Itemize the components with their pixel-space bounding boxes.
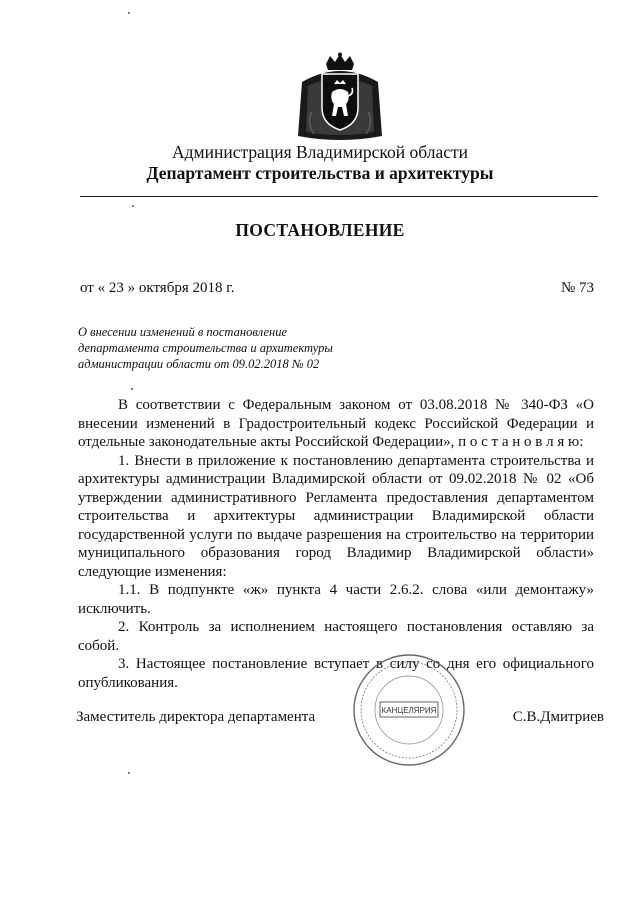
scan-speck (128, 12, 130, 14)
organization-name: Администрация Владимирской области (171, 142, 468, 162)
official-stamp (350, 650, 468, 770)
body-paragraph: 2. Контроль за исполнением настоящего постановления оставляю за собой. (78, 619, 594, 654)
body-paragraph: В соответствии с Федеральным законом от 03.08.2018 № 340-ФЗ «О внесении изменений в Градостроительный кодекс Российской Федерации и отдельные законодательные акты Российской Федерации», п о с т а н о в л я ю: (78, 397, 594, 450)
body-paragraph: 3. Настоящее постановление вступает в силу со дня его официального опубликования. (78, 656, 594, 691)
document-date: от « 23 » октября 2018 г. (80, 280, 235, 296)
subject-line: департамента строительства и архитектуры (78, 341, 333, 355)
header-divider (80, 196, 598, 197)
stamp-center-text: КАНЦЕЛЯРИЯ (381, 706, 437, 715)
scan-speck (131, 388, 133, 390)
signatory-name: С.В.Дмитриев (512, 709, 604, 725)
subject-line: О внесении изменений в постановление (78, 325, 288, 339)
document-subject (78, 324, 368, 372)
scan-speck (132, 205, 134, 207)
document-body (78, 396, 594, 692)
department-name: Департамент строительства и архитектуры (146, 163, 494, 183)
body-paragraph: 1. Внести в приложение к постановлению департамента строительства и архитектуры администрации Владимирской области от 09.02.2018 № 02 «Об утверждении административного Регламента предоставления департаментом строительства и архитектуры администрации Владимирской области государственной услуги по выдаче разрешения на строительство на территории муниципального образования город Владимир Владимирской области» следующие изменения: (78, 452, 594, 580)
subject-line: администрации области от 09.02.2018 № 02 (78, 357, 320, 371)
signatory-title: Заместитель директора департамента (76, 709, 316, 725)
scan-speck (128, 772, 130, 774)
document-type-title: ПОСТАНОВЛЕНИЕ (235, 220, 405, 240)
body-paragraph: 1.1. В подпункте «ж» пункта 4 части 2.6.2. слова «или демонтажу» исключить. (78, 582, 594, 617)
coat-of-arms-icon (292, 52, 388, 144)
document-number: № 73 (560, 280, 594, 296)
